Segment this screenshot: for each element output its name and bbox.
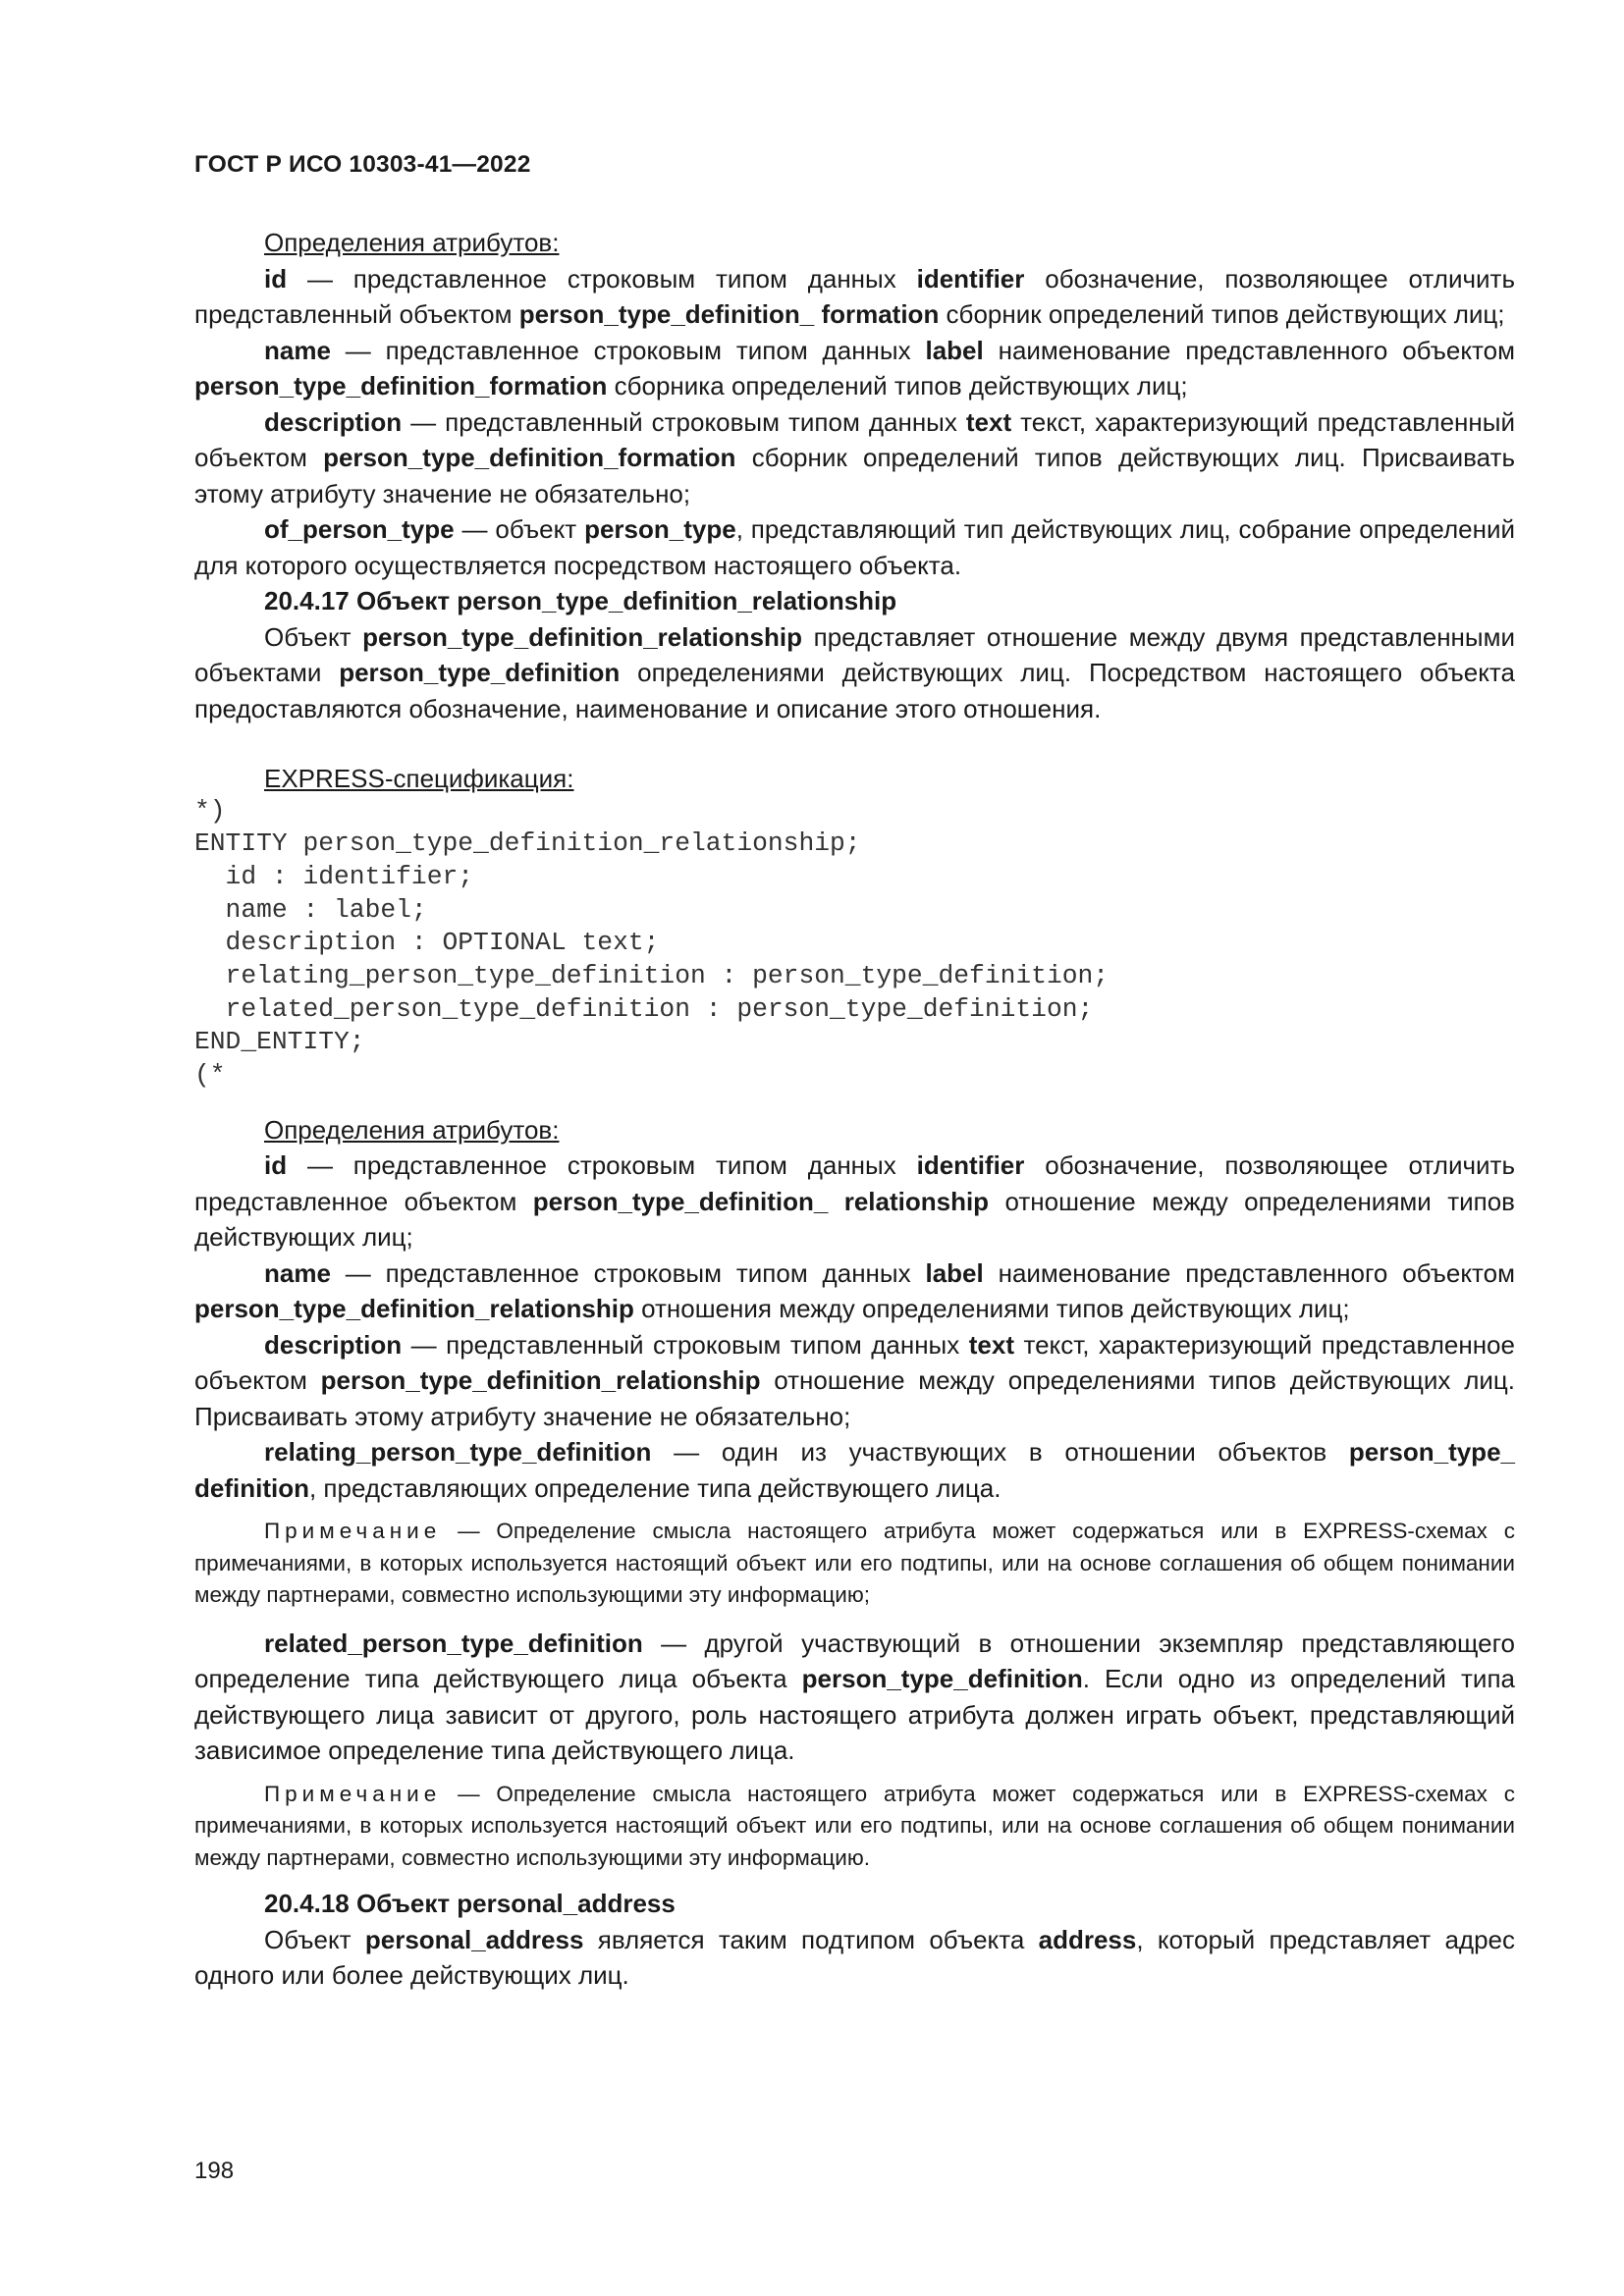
code-line: (* (194, 1060, 226, 1091)
page-content (194, 225, 1515, 1994)
note-2: Примечание — Определение смысла настоящего атрибута может содержаться или в EXPRESS-схемах с примечаниями, в которых используется настоящий объект или его подтипы, или на основе соглашения об общем понимании между партнерами, совместно использующими эту информацию. (194, 1781, 1515, 1870)
attr-description-paragraph-2: description — представленный строковым типом данных text текст, характеризующий представленное объектом person_type_definition_relationship отношение между определениями типов действующих лиц. Присваивать этому атрибуту значение не обязательно; (194, 1329, 1515, 1431)
attr-id-paragraph: id — представленное строковым типом данных identifier обозначение, позволяющее отличить представленный объектом person_type_definition_ formation сборник определений типов действующих лиц; (194, 263, 1515, 329)
attr-definitions-heading-2: Определения атрибутов: (264, 1114, 560, 1145)
attr-description-paragraph: description — представленный строковым типом данных text текст, характеризующий представленный объектом person_type_definition_formation сборник определений типов действующих лиц. Присваивать этому атрибуту значение не обязательно; (194, 406, 1515, 508)
section-heading-20-4-17: 20.4.17 Объект person_type_definition_relationship (264, 586, 897, 615)
code-line: description : OPTIONAL text; (194, 928, 660, 958)
attr-relating-paragraph: relating_person_type_definition — один из участвующих в отношении объектов person_type_ definition, представляющих определение типа действующего лица. (194, 1437, 1515, 1503)
attr-related-paragraph: related_person_type_definition — другой участвующий в отношении экземпляр представляющего определение типа действующего лица объекта person_type_definition. Если одно из определений типа действующего лица зависит от другого, роль настоящего атрибута должен играть объект, представляющий зависимое определение типа действующего лица. (194, 1628, 1515, 1766)
attr-of-person-type-paragraph: of_person_type — объект person_type, представляющий тип действующих лиц, собрание определений для которого осуществляется посредством настоящего объекта. (194, 514, 1515, 580)
code-line: id : identifier; (194, 861, 474, 891)
attr-name-paragraph-2: name — представленное строковым типом данных label наименование представленного объектом person_type_definition_relationship отношения между определениями типов действующих лиц; (194, 1257, 1516, 1324)
section-intro-paragraph: Объект person_type_definition_relationship представляет отношение между двумя представленными объектами person_type_definition определениями действующих лиц. Посредством настоящего объекта предоставляются обозначение, наименование и описание этого отношения. (194, 621, 1515, 723)
attr-id-paragraph-2: id — представленное строковым типом данных identifier обозначение, позволяющее отличить представленное объектом person_type_definition_ relationship отношение между определениями типов действующих лиц; (194, 1150, 1515, 1253)
note-1: Примечание — Определение смысла настоящего атрибута может содержаться или в EXPRESS-схемах с примечаниями, в которых используется настоящий объект или его подтипы, или на основе соглашения об общем понимании между партнерами, совместно использующими эту информацию; (194, 1519, 1515, 1608)
code-line: ENTITY person_type_definition_relationship; (194, 828, 861, 859)
page-number: 198 (194, 2158, 235, 2184)
code-line: relating_person_type_definition : person_type_definition; (194, 961, 1110, 991)
code-line: name : label; (194, 894, 427, 925)
section-heading-20-4-18: 20.4.18 Объект personal_address (264, 1889, 676, 1919)
attr-name-paragraph: name — представленное строковым типом данных label наименование представленного объектом person_type_definition_formation сборника определений типов действующих лиц; (194, 335, 1516, 400)
attr-definitions-heading: Определения атрибутов: (264, 228, 560, 257)
personal-address-paragraph: Объект personal_address является таким подтипом объекта address, который представляет адрес одного или более действующих лиц. (194, 1924, 1516, 1991)
express-code-block (194, 795, 1515, 1093)
code-line: *) (194, 795, 226, 826)
express-heading: EXPRESS-спецификация: (264, 764, 574, 793)
code-line: related_person_type_definition : person_type_definition; (194, 993, 1094, 1024)
code-line: END_ENTITY; (194, 1027, 365, 1057)
document-header: ГОСТ Р ИСО 10303-41—2022 (194, 151, 531, 178)
